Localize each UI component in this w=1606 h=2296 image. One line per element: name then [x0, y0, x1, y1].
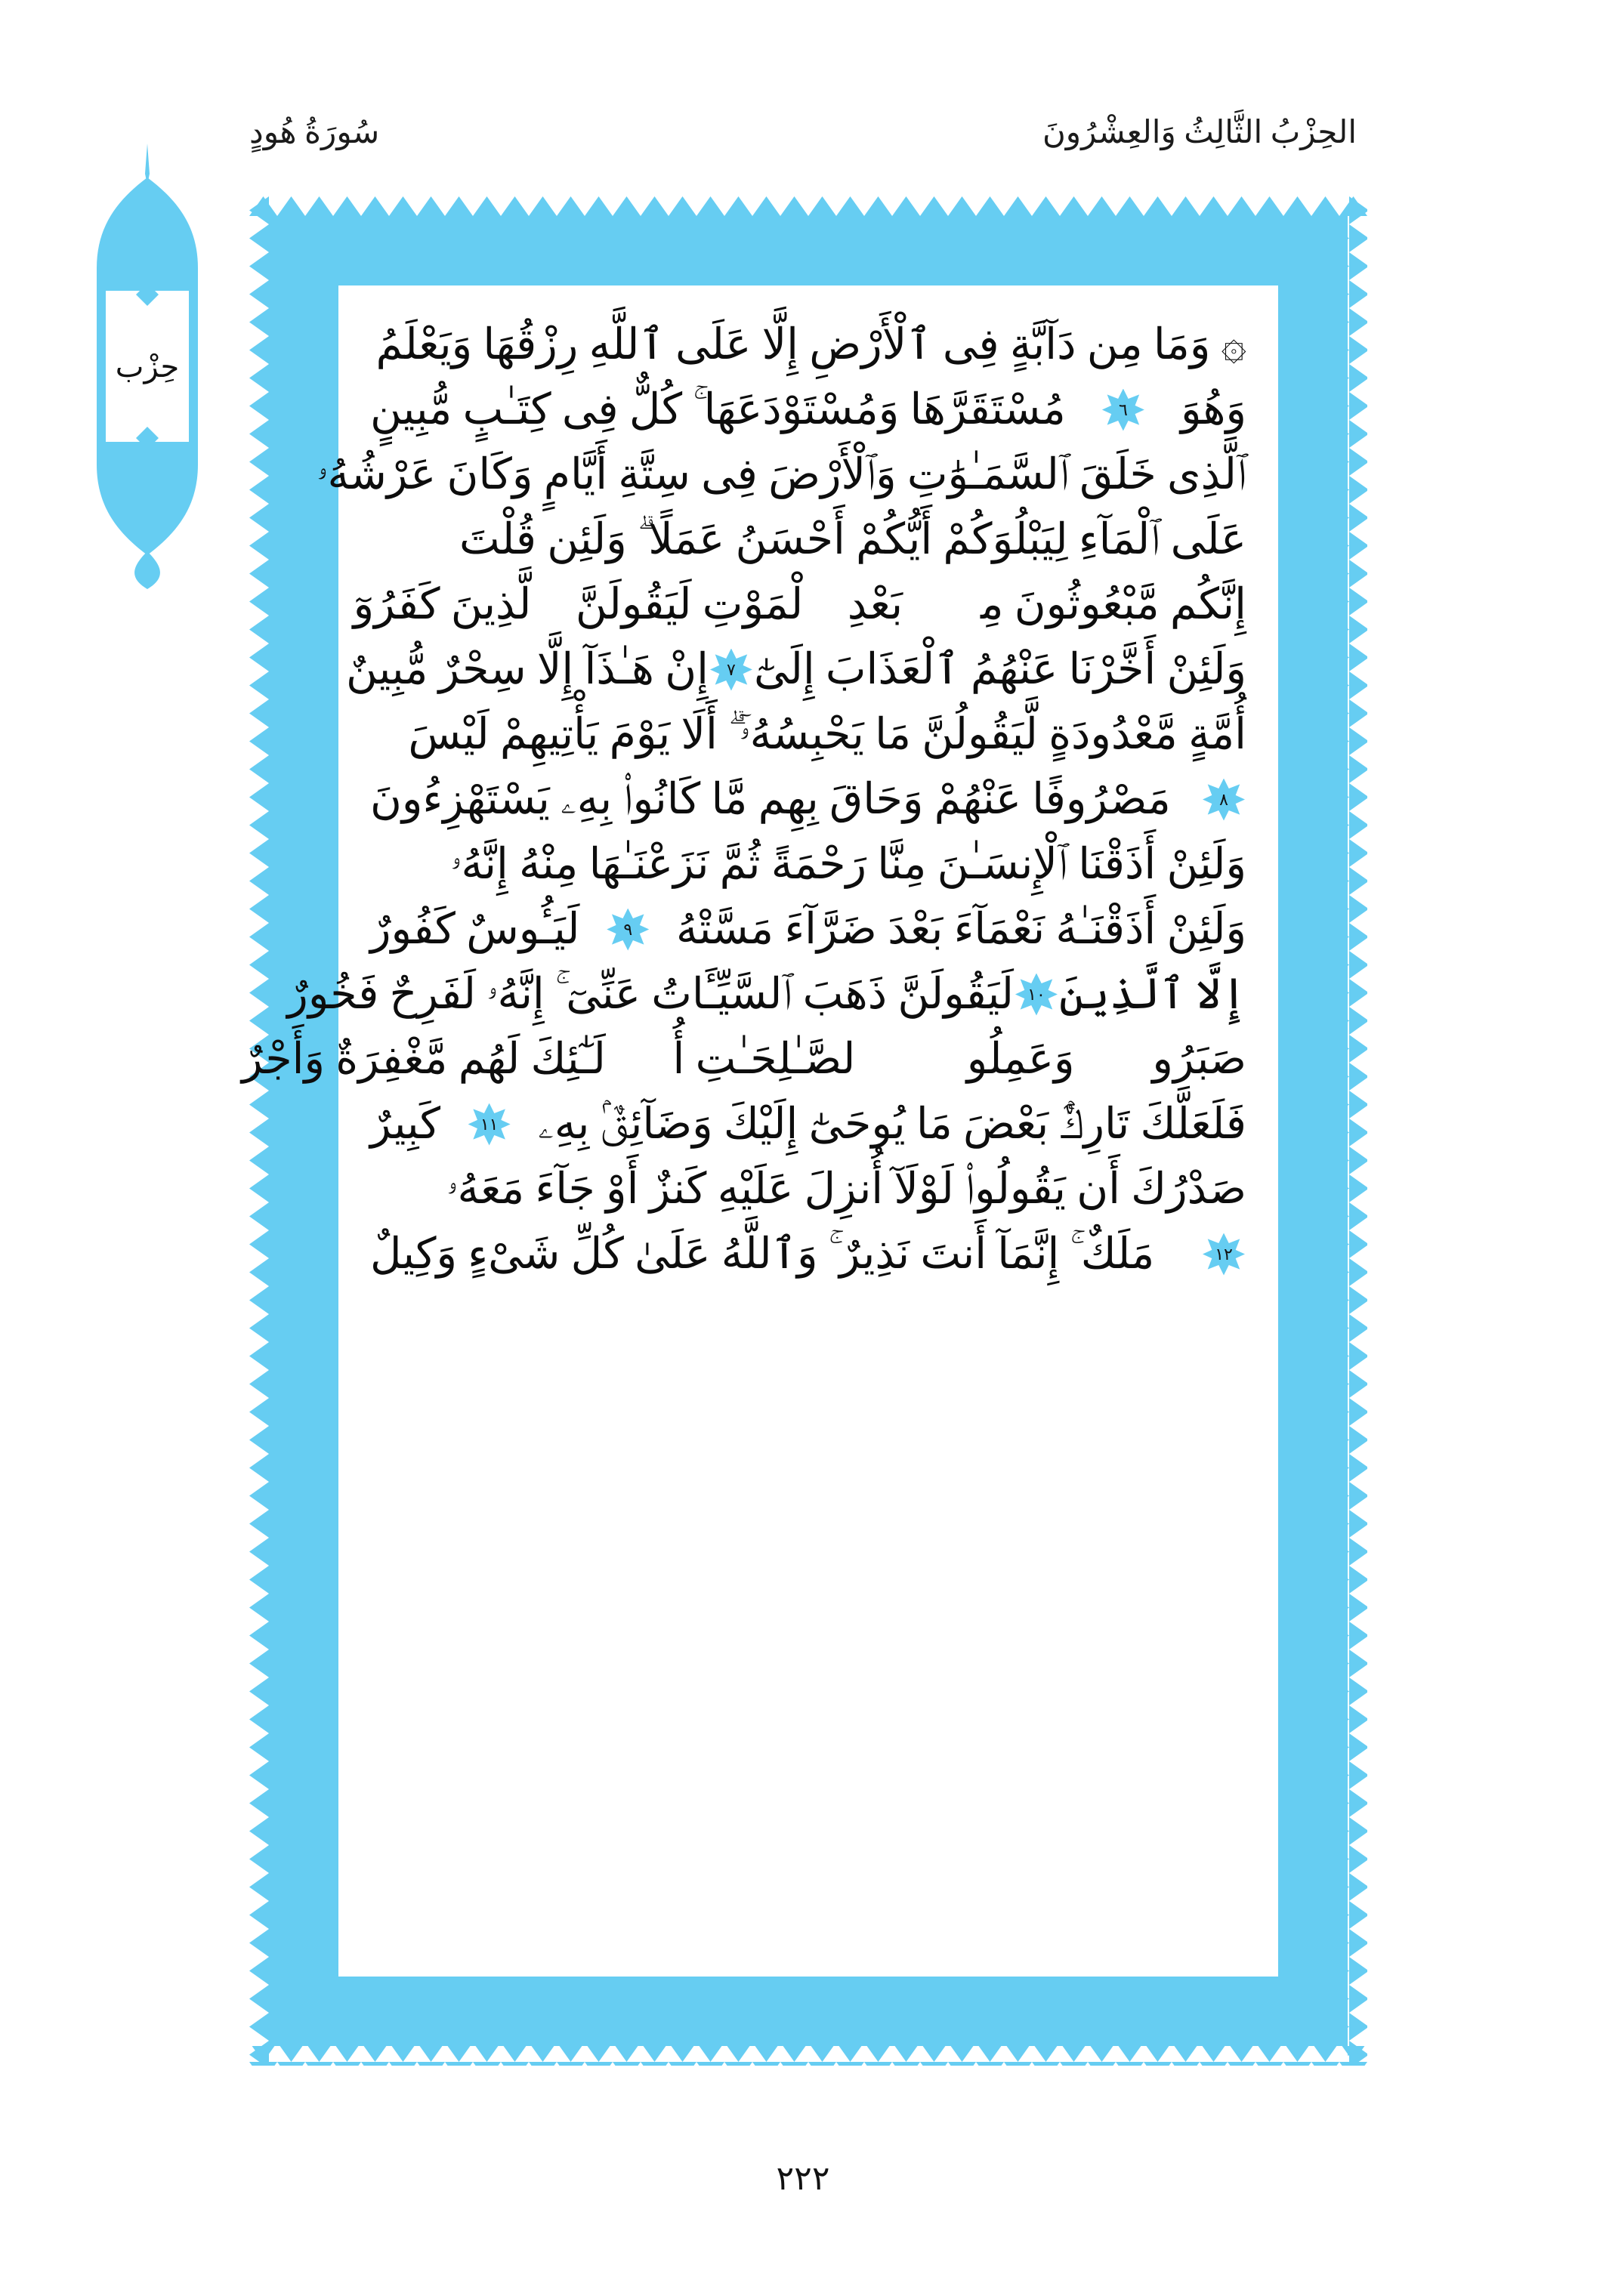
quran-line-text: إِنْ هَـٰذَآ إِلَّا سِحْرٌ مُّبِينٌ — [346, 646, 709, 693]
quran-line-text: صَدْرُكَ أَن يَقُولُوا۟ لَوْلَآ أُنزِلَ عَلَيْهِ كَنزٌ أَوْ جَآءَ مَعَهُۥ — [446, 1165, 1246, 1213]
hizb-marker-label: حِزْب — [115, 349, 180, 384]
page-header — [249, 113, 1357, 151]
ayah-number: ١٠ — [1027, 984, 1045, 1004]
quran-line — [370, 843, 1246, 886]
quran-line-tail: وَلَئِنْ أَخَّرْنَا عَنْهُمُ ٱلْعَذَابَ إِلَىٰٓ — [753, 646, 1246, 693]
ayah-number-marker — [1015, 974, 1058, 1016]
quran-line — [370, 908, 1246, 951]
ayah-number-marker — [710, 649, 752, 691]
hizb-side-marker — [91, 144, 204, 589]
quran-line-tail: وَهُوَ — [1180, 386, 1246, 434]
ayah-number-marker — [1102, 389, 1144, 431]
quran-line-text: مَصْرُوفًا عَنْهُمْ وَحَاقَ بِهِم مَّا كَانُوا۟ بِهِۦ يَسْتَهْزِءُونَ — [370, 776, 1171, 823]
quran-line-text: ۞ وَمَا مِن دَآبَّةٍ فِى ٱلْأَرْضِ إِلَّا عَلَى ٱللَّهِ رِزْقُهَا وَيَعْلَمُ — [375, 321, 1246, 369]
ornamental-frame — [241, 196, 1367, 2066]
ayah-number: ١٢ — [1215, 1244, 1233, 1264]
quran-line-text: لَيَقُولَنَّ ذَهَبَ ٱلسَّيِّـَٔاتُ عَنِّىٓ ۚ إِنَّهُۥ لَفَرِحٌ فَخُورٌ — [287, 971, 1014, 1018]
quran-line-tail: وَلَئِنْ أَذَقْنَـٰهُ نَعْمَآءَ بَعْدَ ضَرَّآءَ مَسَّتْهُ — [675, 906, 1246, 953]
ayah-number: ٦ — [1118, 400, 1128, 419]
ayah-number: ٨ — [1219, 789, 1228, 809]
ayah-number-marker — [468, 1103, 511, 1146]
quran-line-text: ٱلَّذِى خَلَقَ ٱلسَّمَـٰوَٰتِ وَٱلْأَرْضَ فِى سِتَّةِ أَيَّامٍ وَكَانَ عَرْشُهُۥ — [317, 451, 1246, 498]
quran-line-text: مُسْتَقَرَّهَا وَمُسْتَوْدَعَهَا ۚ كُلٌّ فِى كِتَـٰبٍ مُّبِينٍ — [370, 386, 1066, 434]
hizb-title: الحِزْبُ الثَّالِثُ وَالعِشْرُونَ — [1042, 116, 1357, 150]
quran-line — [370, 713, 1246, 756]
quran-line — [370, 1165, 1246, 1213]
sura-title: سُورَةُ هُودٍ — [249, 116, 380, 150]
quran-line — [286, 581, 1246, 628]
ayah-number-marker — [1203, 1233, 1245, 1276]
quran-line-text: مَلَكٌ ۚ إِنَّمَآ أَنتَ نَذِيرٌ ۚ وَٱللَّهُ عَلَىٰ كُلِّ شَىْءٍ وَكِيلٌ — [370, 1230, 1155, 1278]
ayah-number-marker — [1203, 779, 1245, 821]
quran-line-text: لَيَـُٔوسٌ كَفُورٌ — [370, 906, 580, 953]
quran-line-text: أُمَّةٍ مَّعْدُودَةٍ لَّيَقُولُنَّ مَا يَحْبِسُهُۥٓ ۗ أَلَا يَوْمَ يَأْتِيهِمْ لَيْسَ — [408, 711, 1246, 758]
ayah-number: ٧ — [727, 659, 736, 679]
quran-line-text: صَبَرُوا۟ وَعَمِلُوا۟ ٱلصَّـٰلِحَـٰتِ أُو۟لَـٰٓئِكَ لَهُم مَّغْفِرَةٌ وَأَجْرٌ — [241, 1035, 1246, 1083]
quran-line — [370, 778, 1246, 821]
quran-line — [287, 971, 1246, 1018]
ayah-number-marker — [607, 909, 649, 951]
quran-line-tail: إِلَّا ٱلَّذِينَ — [1058, 971, 1246, 1018]
quran-line-text: وَلَئِنْ أَذَقْنَا ٱلْإِنسَـٰنَ مِنَّا رَحْمَةً ثُمَّ نَزَعْنَـٰهَا مِنْهُ إِنَّهُۥ — [450, 841, 1246, 888]
quran-line-text: عَلَى ٱلْمَآءِ لِيَبْلُوَكُمْ أَيُّكُمْ أَحْسَنُ عَمَلًا ۗ وَلَئِن قُلْتَ — [459, 516, 1246, 563]
quran-line-text: إِنَّكُم مَّبْعُوثُونَ مِنۢ بَعْدِ ٱلْمَوْتِ لَيَقُولَنَّ ٱلَّذِينَ كَفَرُوٓا۟ — [286, 581, 1246, 628]
quran-line — [370, 386, 1246, 434]
quran-line-tail: فَلَعَلَّكَ تَارِكٌۢ بَعْضَ مَا يُوحَىٰٓ إِلَيْكَ وَضَآئِقٌۢ بِهِۦ — [538, 1100, 1246, 1148]
quran-line-text: كَبِيرٌ — [370, 1100, 440, 1148]
quran-line — [241, 1035, 1246, 1083]
quran-line — [370, 518, 1246, 561]
ayah-number: ٩ — [623, 919, 633, 939]
quran-line — [346, 646, 1246, 693]
page-number: ٢٢٢ — [776, 2160, 830, 2197]
ayah-number: ١١ — [480, 1114, 499, 1134]
quran-line — [370, 1100, 1246, 1148]
quran-line — [370, 1230, 1246, 1278]
quran-line — [317, 451, 1246, 498]
quran-line — [370, 321, 1246, 369]
quran-text-area — [241, 285, 1278, 1977]
